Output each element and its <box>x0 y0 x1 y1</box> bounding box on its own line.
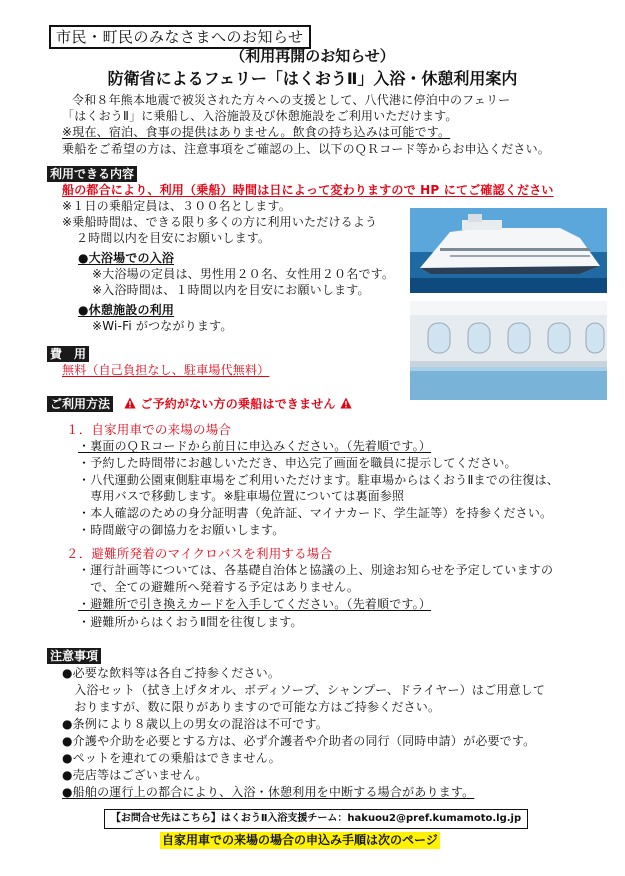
warning-triangle-icon <box>124 397 136 409</box>
car-step-5: ・時間厳守の御協力をお願いします。 <box>78 523 285 537</box>
note-item: ●船舶の運行上の都合により、入浴・休憩利用を中断する場合があります。 <box>62 785 475 799</box>
car-step-1: ・裏面のＱＲコードから前日に申込みください。（先着順です。） <box>78 439 432 453</box>
bus-step-3: ・避難所からはくおうⅡ間を往復します。 <box>78 615 303 629</box>
bath-capacity: ※大浴場の定員は、男性用２０名、女性用２０名です。 <box>92 267 395 281</box>
reservation-warning-text: ご予約がない方の乗船はできません <box>140 397 336 411</box>
car-step-4: ・本人確認のための身分証明書（免許証、マイナカード、学生証等）を持参ください。 <box>78 506 553 520</box>
available-time-1: ※乗船時間は、できる限り多くの方に利用いただけるよう <box>62 215 378 229</box>
notice-tag: 市民・町民のみなさまへのお知らせ <box>49 25 311 49</box>
note-item: 入浴セット（拭き上げタオル、ボディソープ、シャンプー、ドライヤー）はご用意して <box>62 683 546 697</box>
intro-line-3: ※現在、宿泊、食事の提供はありません。飲食の持ち込みは可能です。 <box>62 125 451 139</box>
rest-wifi: ※Wi-Fi がつながります。 <box>92 319 233 333</box>
page-subtitle: （利用再開のお知らせ） <box>230 47 395 65</box>
available-cap: ※１日の乗船定員は、３００名とします。 <box>62 199 291 213</box>
bus-heading: ２．避難所発着のマイクロバスを利用する場合 <box>66 546 333 561</box>
note-item: ●条例により８歳以上の男女の混浴は不可です。 <box>62 717 328 731</box>
next-page-note: 自家用車での来場の場合の申込み手順は次のページ <box>162 833 438 847</box>
section-heading-method: ご利用方法 <box>47 396 113 412</box>
cost-text: 無料（自己負担なし、駐車場代無料） <box>62 363 270 377</box>
section-heading-cost: 費 用 <box>47 346 89 362</box>
note-item: おりますが、数に限りがありますので可能な方はご持参ください。 <box>62 700 441 714</box>
note-item: ●必要な飲料等は各自ご持参ください。 <box>62 666 281 680</box>
bath-photo <box>410 301 607 400</box>
bus-step-1: ・運行計画等については、各基礎自治体と協議の上、別途お知らせを予定していますの <box>78 563 554 577</box>
contact-box: 【お問合せ先はこちら】はくおうⅡ入浴支援チーム：hakuou2@pref.kumamoto.lg.jp <box>104 809 528 829</box>
car-step-3: ・八代運動公園東側駐車場をご利用いただけます。駐車場からはくおうⅡまでの往復は、 <box>78 473 559 487</box>
section-heading-available: 利用できる内容 <box>47 166 137 182</box>
bus-step-2: ・避難所で引き換えカードを入手してください。（先着順です。） <box>78 597 432 611</box>
note-item: ●介護や介助を必要とする方は、必ず介護者や介助者の同行（同時申請）が必要です。 <box>62 734 536 748</box>
bath-heading: ●大浴場での入浴 <box>78 251 175 265</box>
page-title: 防衛省によるフェリー「はくおうⅡ」入浴・休憩利用案内 <box>107 69 518 88</box>
note-item: ●ペットを連れての乗船はできません。 <box>62 751 281 765</box>
available-time-2: ２時間以内を目安にお願いします。 <box>76 231 271 245</box>
reservation-warning <box>124 396 352 412</box>
bus-step-1b: で、全ての避難所へ発着する予定はありません。 <box>78 580 360 594</box>
rest-heading: ●休憩施設の利用 <box>78 303 175 317</box>
bath-illustration <box>410 301 607 400</box>
ferry-photo <box>410 208 607 293</box>
intro-line-1: 令和８年熊本地震で被災された方々への支援として、八代港に停泊中のフェリー <box>72 93 511 107</box>
car-step-2: ・予約した時間帯にお越しいただき、申込完了画面を職員に提示してください。 <box>78 456 517 470</box>
warning-triangle-icon <box>340 397 352 409</box>
car-step-3b: 専用バスで移動します。※駐車場位置については裏面参照 <box>78 489 405 503</box>
section-heading-notes: 注意事項 <box>47 648 101 664</box>
available-notice: 船の都合により、利用（乗船）時間は日によって変わりますので HP にてご確認ください <box>62 183 554 197</box>
ferry-illustration <box>410 208 607 293</box>
bath-time: ※入浴時間は、１時間以内を目安にお願いします。 <box>92 283 370 297</box>
car-heading: １．自家用車での来場の場合 <box>66 422 232 437</box>
note-item: ●売店等はございません。 <box>62 768 208 782</box>
intro-line-4: 乗船をご希望の方は、注意事項をご確認の上、以下のＱＲコード等からお申込ください。 <box>62 142 551 156</box>
intro-line-2: 「はくおうⅡ」に乗船し、入浴施設及び休憩施設をご利用いただけます。 <box>62 109 458 123</box>
